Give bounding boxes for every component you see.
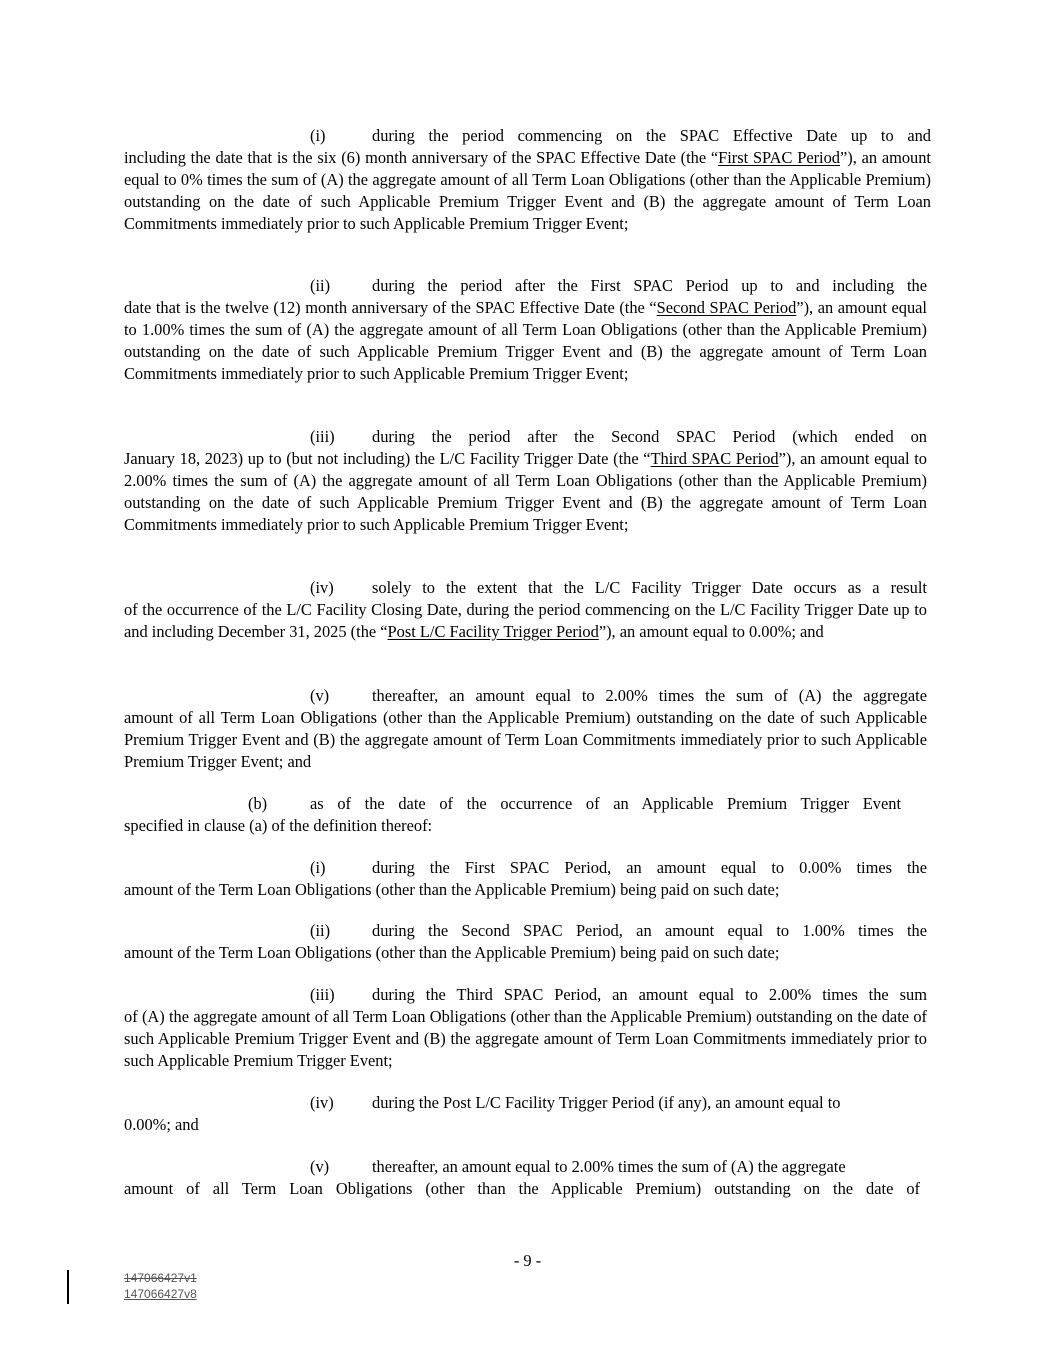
clause-label: (ii) xyxy=(310,276,331,295)
clause-lead: during the Second SPAC Period, an amount equal to 1.00% times the xyxy=(372,921,927,940)
clause-label: (ii) xyxy=(310,921,331,940)
paragraph-a-v xyxy=(124,685,927,773)
doc-id-deleted: 147066427v1 xyxy=(124,1271,197,1285)
clause-lead: during the Third SPAC Period, an amount equal to 2.00% times the sum xyxy=(372,985,927,1004)
paragraph-a-ii xyxy=(124,275,927,385)
clause-label: (iv) xyxy=(310,1093,334,1112)
defined-term: Second SPAC Period xyxy=(656,298,797,317)
clause-label: (iv) xyxy=(310,578,334,597)
clause-text: of (A) the aggregate amount of all Term Loan Obligations (other than the Applicable Premium) outstanding on the date of such Applicable Premium Trigger Event and (B) the aggregate amount of Term Loan Commitments immediately prior to such Applicable Premium Trigger Event; xyxy=(124,1007,927,1070)
clause-lead: during the period commencing on the SPAC Effective Date up to and xyxy=(372,126,931,145)
clause-label: (v) xyxy=(310,686,330,705)
clause-text: amount of the Term Loan Obligations (other than the Applicable Premium) being paid on such date; xyxy=(124,943,780,962)
paragraph-a-iv xyxy=(124,577,927,643)
clause-lead: thereafter, an amount equal to 2.00% times the sum of (A) the aggregate xyxy=(372,1157,846,1176)
clause-text: ”), an amount equal to 2.00% times the sum of (A) the aggregate amount of all Term Loan Obligations (other than the Applicable Premium) outstanding on the date of such Applicable Premium Trigger Event and (B) the aggregate amount of Term Loan Commitments immediately prior to such Applicable Premium Trigger Event; xyxy=(124,449,928,534)
defined-term: Third SPAC Period xyxy=(650,449,779,468)
clause-text: January 18, 2023) up to (but not including) the L/C Facility Trigger Date (the “ xyxy=(124,449,651,468)
clause-label: (iii) xyxy=(310,427,335,446)
doc-id-inserted: 147066427v8 xyxy=(124,1287,197,1301)
clause-lead: during the First SPAC Period, an amount equal to 0.00% times the xyxy=(372,858,927,877)
paragraph-b-v xyxy=(124,1156,920,1200)
clause-text: ”), an amount equal to 0% times the sum of (A) the aggregate amount of all Term Loan Obligations (other than the Applicable Premium) outstanding on the date of such Applicable Premium Trigger Event and (B) the aggregate amount of Term Loan Commitments immediately prior to such Applicable Premium Trigger Event; xyxy=(124,148,931,233)
clause-label: (v) xyxy=(310,1157,330,1176)
paragraph-a-i xyxy=(124,125,931,235)
clause-text: of the occurrence of the L/C Facility Closing Date, during the period commencing on the L/C Facility Trigger Date up to and including December 31, 2025 (the “ xyxy=(124,600,927,641)
defined-term: First SPAC Period xyxy=(718,148,840,167)
clause-text: amount of all Term Loan Obligations (other than the Applicable Premium) outstanding on the date of xyxy=(124,1179,920,1198)
clause-label: (i) xyxy=(310,126,326,145)
clause-text: ”), an amount equal to 0.00%; and xyxy=(598,622,824,641)
clause-label: (b) xyxy=(248,794,268,813)
clause-text: date that is the twelve (12) month anniversary of the SPAC Effective Date (the “ xyxy=(124,298,657,317)
clause-text: amount of the Term Loan Obligations (other than the Applicable Premium) being paid on such date; xyxy=(124,880,780,899)
clause-text: 0.00%; and xyxy=(124,1115,199,1134)
paragraph-b xyxy=(124,793,901,837)
page-number: - 9 - xyxy=(513,1251,542,1270)
change-bar xyxy=(67,1270,69,1304)
paragraph-b-iii xyxy=(124,984,927,1072)
clause-text: ”), an amount equal to 1.00% times the sum of (A) the aggregate amount of all Term Loan Obligations (other than the Applicable Premium) outstanding on the date of such Applicable Premium Trigger Event and (B) the aggregate amount of Term Loan Commitments immediately prior to such Applicable Premium Trigger Event; xyxy=(124,298,927,383)
clause-label: (i) xyxy=(310,858,326,877)
clause-text: amount of all Term Loan Obligations (other than the Applicable Premium) outstanding on the date of such Applicable Premium Trigger Event and (B) the aggregate amount of Term Loan Commitments immediately prior to such Applicable Premium Trigger Event; and xyxy=(124,708,927,771)
paragraph-b-ii xyxy=(124,920,927,964)
paragraph-b-i xyxy=(124,857,927,901)
defined-term: Post L/C Facility Trigger Period xyxy=(387,622,599,641)
clause-lead: during the period after the Second SPAC Period (which ended on xyxy=(372,427,927,446)
paragraph-b-iv xyxy=(124,1092,917,1136)
clause-lead: solely to the extent that the L/C Facility Trigger Date occurs as a result xyxy=(372,578,927,597)
clause-lead: during the period after the First SPAC Period up to and including the xyxy=(372,276,927,295)
clause-lead: thereafter, an amount equal to 2.00% times the sum of (A) the aggregate xyxy=(372,686,927,705)
clause-lead: as of the date of the occurrence of an Applicable Premium Trigger Event xyxy=(310,794,901,813)
paragraph-a-iii xyxy=(124,426,927,536)
clause-text: including the date that is the six (6) month anniversary of the SPAC Effective Date (the “ xyxy=(124,148,719,167)
clause-text: specified in clause (a) of the definition thereof: xyxy=(124,816,433,835)
clause-lead: during the Post L/C Facility Trigger Period (if any), an amount equal to xyxy=(372,1093,841,1112)
clause-label: (iii) xyxy=(310,985,335,1004)
